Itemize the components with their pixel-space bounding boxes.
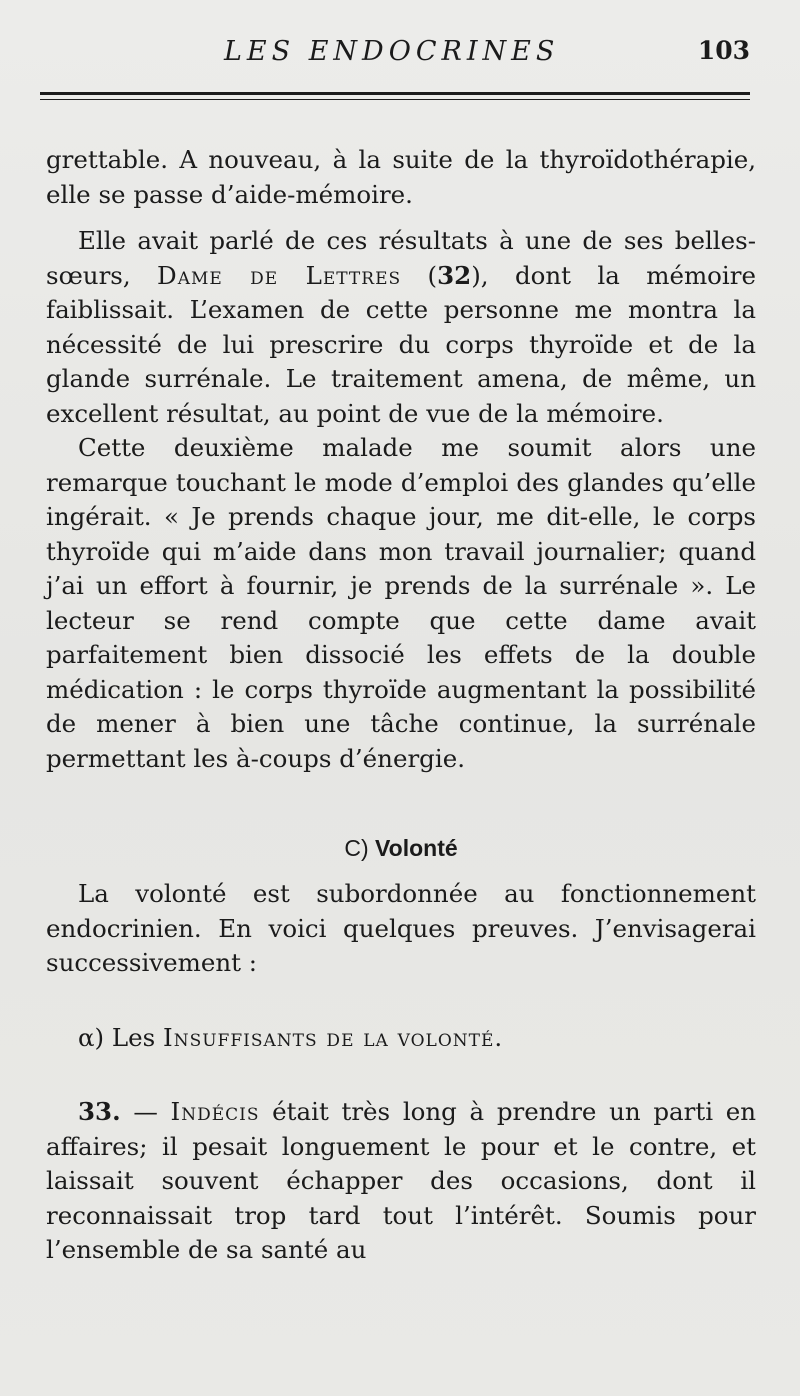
section-spacer	[46, 776, 756, 831]
paragraph-2-rest: ), dont la mémoire faiblissait. L’examen de cette personne me montra la nécessité de lui prescrire du corps thyroïde et de la glande surrénale. Le traitement amena, de même, un excellent résultat, au point de vue de la mémoire.	[46, 260, 756, 428]
subheading-title: Insuffisants de la volonté.	[163, 1022, 504, 1052]
case-spacer	[46, 1055, 756, 1095]
ref-open: (	[401, 260, 438, 290]
case-dash: —	[120, 1097, 171, 1126]
person-name-dame-de-lettres: Dame de Lettres	[157, 260, 402, 290]
body-text	[46, 143, 756, 1268]
header-rule	[40, 92, 750, 95]
page-number: 103	[697, 36, 750, 65]
header-rule-thin	[40, 99, 750, 100]
section-spacer	[46, 865, 756, 877]
subheading	[78, 1021, 756, 1056]
paragraph-2	[46, 224, 756, 431]
paragraph-spacer	[46, 212, 756, 224]
case-paragraph	[46, 1095, 756, 1268]
paragraph-2-start: Elle avait parlé de ces résultats à une de ses belles-sœurs,	[46, 226, 756, 290]
case-text: était très long à prendre un parti en affaires; il pesait longuement le pour et le contre, et laissait souvent échapper des occasions, dont il reconnaissait trop tard tout l’intérêt. Soumis pour l’ensemble de sa santé au	[46, 1097, 757, 1264]
running-title: LES ENDOCRINES	[224, 36, 560, 67]
case-name: Indécis	[170, 1097, 260, 1126]
paragraph-4: La volonté est subordonnée au fonctionnement endocrinien. En voici quelques preuves. J’envisagerai successivement :	[46, 879, 756, 977]
page-header	[0, 32, 800, 78]
subheading-spacer	[46, 981, 756, 1021]
paragraph-1: grettable. A nouveau, à la suite de la thyroïdothérapie, elle se passe d’aide-mémoire.	[46, 145, 756, 209]
case-reference: 32	[437, 260, 472, 290]
section-letter: C)	[344, 835, 376, 861]
section-heading	[46, 831, 756, 865]
paragraph-3: Cette deuxième malade me soumit alors une remarque touchant le mode d’emploi des glandes qu’elle ingérait. « Je prends chaque jour, me dit-elle, le corps thyroïde qui m’aide dans mon travail journalier; quand j’ai un effort à fournir, je prends de la surrénale ». Le lecteur se rend compte que cette dame avait parfaitement bien dissocié les effets de la double médication : le corps thyroïde augmentant la possibilité de mener à bien une tâche continue, la surrénale permettant les à-coups d’énergie.	[46, 433, 756, 773]
case-number: 33.	[78, 1097, 121, 1126]
section-title: Volonté	[375, 835, 458, 861]
subheading-letter: α) Les	[78, 1022, 164, 1052]
